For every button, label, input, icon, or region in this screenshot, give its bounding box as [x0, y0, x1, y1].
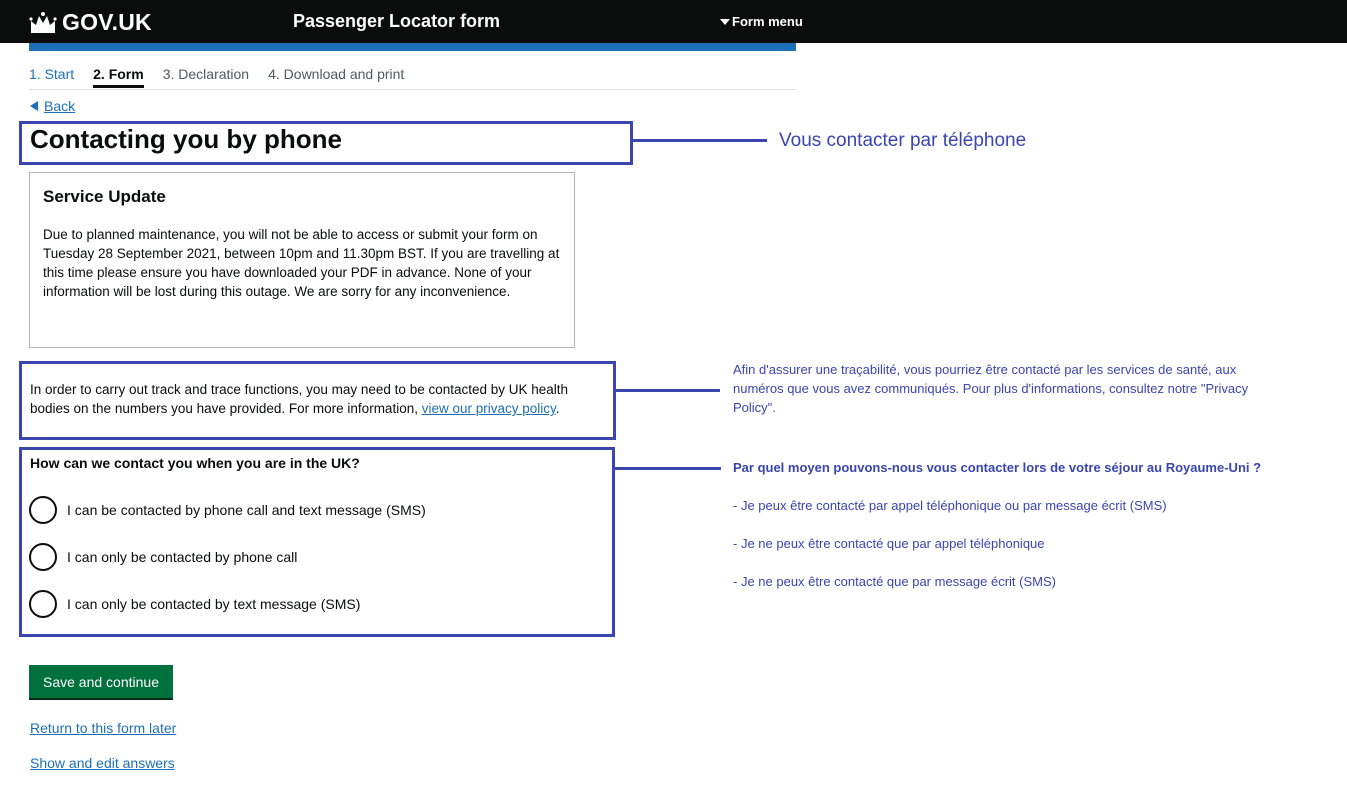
back-link[interactable] — [30, 98, 75, 114]
annotation-option-translation: - Je ne peux être contacté que par message écrit (SMS) — [733, 574, 1056, 589]
annotation-title-translation: Vous contacter par téléphone — [779, 130, 1027, 151]
annotation-connector-question — [615, 467, 721, 470]
show-edit-answers-link[interactable]: Show and edit answers — [30, 755, 175, 771]
radio-label[interactable]: I can only be contacted by text message (SMS) — [67, 596, 361, 612]
step-download-print: 4. Download and print — [268, 66, 405, 82]
step-start[interactable]: 1. Start — [29, 66, 75, 82]
privacy-info-body: In order to carry out track and trace functions, you may need to be contacted by UK health bodies on the numbers you have provided. For more information, — [30, 382, 569, 416]
privacy-policy-link[interactable]: view our privacy policy — [421, 401, 556, 416]
annotation-connector-title — [633, 139, 767, 142]
annotation-option-translation: - Je peux être contacté par appel téléphonique ou par message écrit (SMS) — [733, 498, 1167, 513]
annotation-option-translation: - Je ne peux être contacté que par appel téléphonique — [733, 536, 1045, 551]
annotation-box-title — [19, 121, 633, 165]
return-later-link[interactable]: Return to this form later — [30, 720, 177, 736]
service-update-panel — [29, 172, 575, 348]
crown-icon — [29, 11, 57, 33]
progress-steps — [29, 66, 423, 88]
annotation-box-info — [19, 361, 616, 440]
privacy-info-end: . — [555, 401, 560, 416]
step-form: 2. Form — [93, 66, 144, 88]
page-title: Contacting you by phone — [30, 124, 342, 154]
form-menu-toggle[interactable] — [720, 14, 803, 29]
annotation-connector-info — [616, 389, 720, 392]
logo-text: GOV.UK — [62, 8, 152, 35]
annotation-box-question — [19, 447, 615, 637]
header-blue-bar — [29, 43, 796, 51]
contact-question-legend: How can we contact you when you are in the UK? — [30, 455, 360, 471]
radio-label[interactable]: I can only be contacted by phone call — [67, 549, 298, 565]
annotation-question-translation: Par quel moyen pouvons-nous vous contacter lors de votre séjour au Royaume-Uni ? — [733, 460, 1262, 475]
radio-label[interactable]: I can be contacted by phone call and text message (SMS) — [67, 502, 426, 518]
form-menu-label: Form menu — [732, 14, 803, 29]
save-and-continue-button[interactable]: Save and continue — [29, 665, 173, 698]
service-name[interactable]: Passenger Locator form — [293, 11, 501, 31]
caret-down-icon — [720, 19, 730, 25]
annotation-info-translation: Afin d'assurer une traçabilité, vous pourriez être contacté par les services de santé, aux numéros que vous avez communiqués. Pour plus d'informations, consultez notre "Privacy Policy". — [733, 362, 1249, 415]
govuk-header — [0, 0, 1347, 43]
govuk-logo-link[interactable] — [29, 8, 152, 36]
steps-divider — [29, 89, 796, 90]
notice-body: Due to planned maintenance, you will not be able to access or submit your form on Tuesday 28 September 2021, between 10pm and 11.30pm BST. If you are travelling at this time please ensure you have downloaded your PDF in advance. None of your information will be lost during this outage. We are sorry for any inconvenience. — [43, 227, 560, 299]
notice-title: Service Update — [43, 187, 166, 206]
back-link-label: Back — [44, 98, 76, 114]
step-declaration: 3. Declaration — [162, 66, 250, 82]
back-arrow-icon — [30, 101, 38, 111]
